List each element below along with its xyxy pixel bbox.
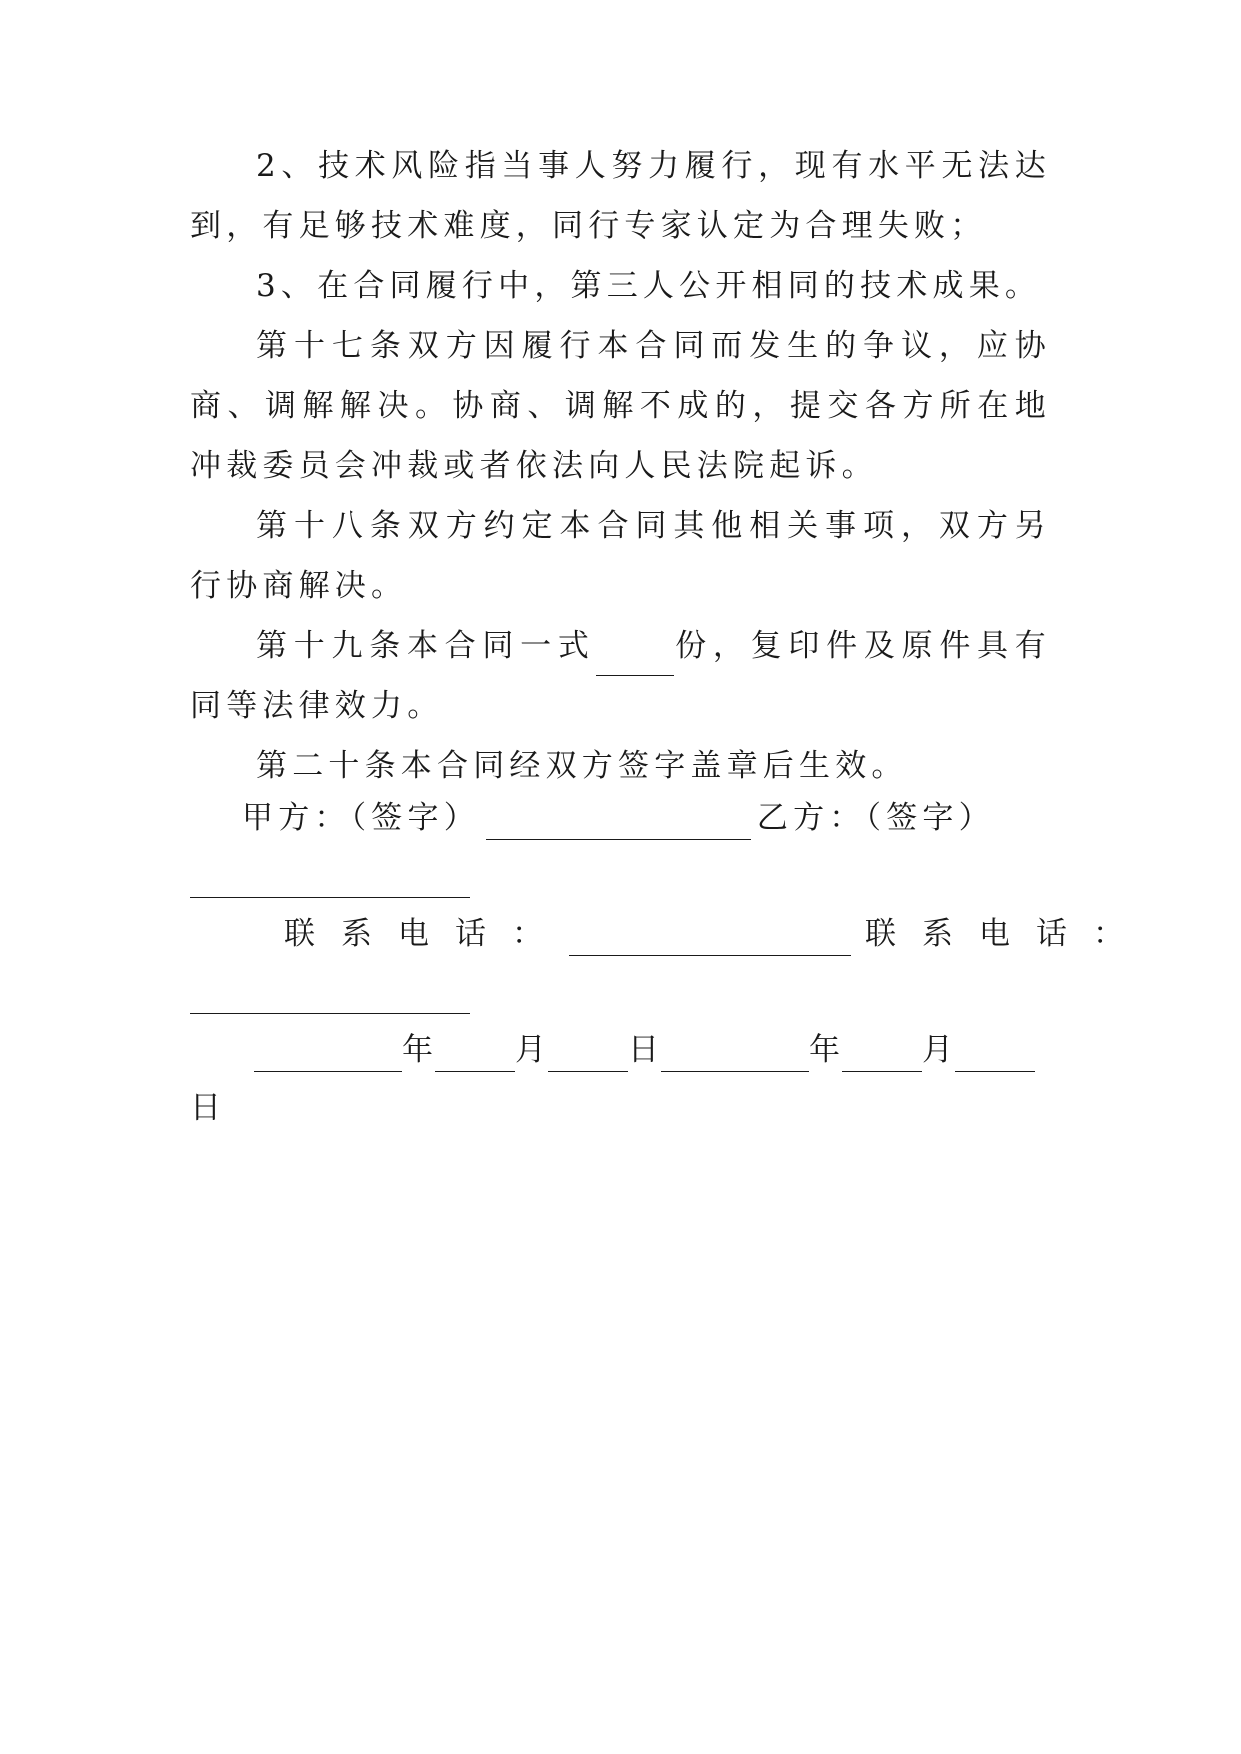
contract-body (190, 136, 1051, 796)
date-a-day-blank (548, 1039, 628, 1072)
phone-b-blank (190, 981, 470, 1014)
party-b-sign-line (190, 854, 470, 898)
date-a-month-label: 月 (515, 1032, 548, 1068)
date-a-year-blank (254, 1039, 402, 1072)
date-b-day-blank (955, 1039, 1035, 1072)
paragraph-technical-risk: 2、技术风险指当事人努力履行，现有水平无法达到，有足够技术难度，同行专家认定为合理失败； (190, 148, 1051, 244)
date-b-day-line (190, 1086, 226, 1130)
phone-a-blank (569, 923, 851, 956)
phone-row (284, 912, 1150, 956)
phone-a-label: 联系电话： (284, 916, 569, 952)
date-b-month-blank (842, 1039, 922, 1072)
date-b-day-label: 日 (190, 1090, 227, 1126)
date-row (254, 1028, 1035, 1072)
paragraph-article-20: 第二十条本合同经双方签字盖章后生效。 (256, 748, 908, 784)
signature-block (190, 796, 1150, 1156)
party-b-sign-label: 乙方：（签字） (756, 800, 995, 836)
paragraph-third-party: 3、在合同履行中，第三人公开相同的技术成果。 (256, 268, 1042, 304)
phone-b-line (190, 970, 470, 1014)
party-a-sign-blank (486, 807, 751, 840)
date-b-year-blank (661, 1039, 809, 1072)
party-a-sign-label: 甲方：（签字） (242, 800, 480, 836)
article-19-text-before: 第十九条本合同一式 (256, 628, 596, 664)
date-a-day-label: 日 (628, 1032, 661, 1068)
paragraph-article-18: 第十八条双方约定本合同其他相关事项，双方另行协商解决。 (190, 508, 1051, 604)
date-b-year-label: 年 (809, 1032, 842, 1068)
date-b-month-label: 月 (922, 1032, 955, 1068)
phone-b-label: 联系电话： (865, 916, 1150, 952)
paragraph-article-19 (190, 616, 1051, 736)
copies-blank (596, 643, 674, 676)
date-a-month-blank (435, 1039, 515, 1072)
paragraph-article-17: 第十七条双方因履行本合同而发生的争议，应协商、调解解决。协商、调解不成的，提交各方所在地冲裁委员会冲裁或者依法向人民法院起诉。 (190, 328, 1051, 484)
party-b-sign-blank (190, 865, 470, 898)
article-19-text-after: 份，复印件及原件具有同等法律效力。 (190, 628, 1051, 724)
date-a-year-label: 年 (402, 1032, 435, 1068)
signature-row (242, 796, 995, 840)
